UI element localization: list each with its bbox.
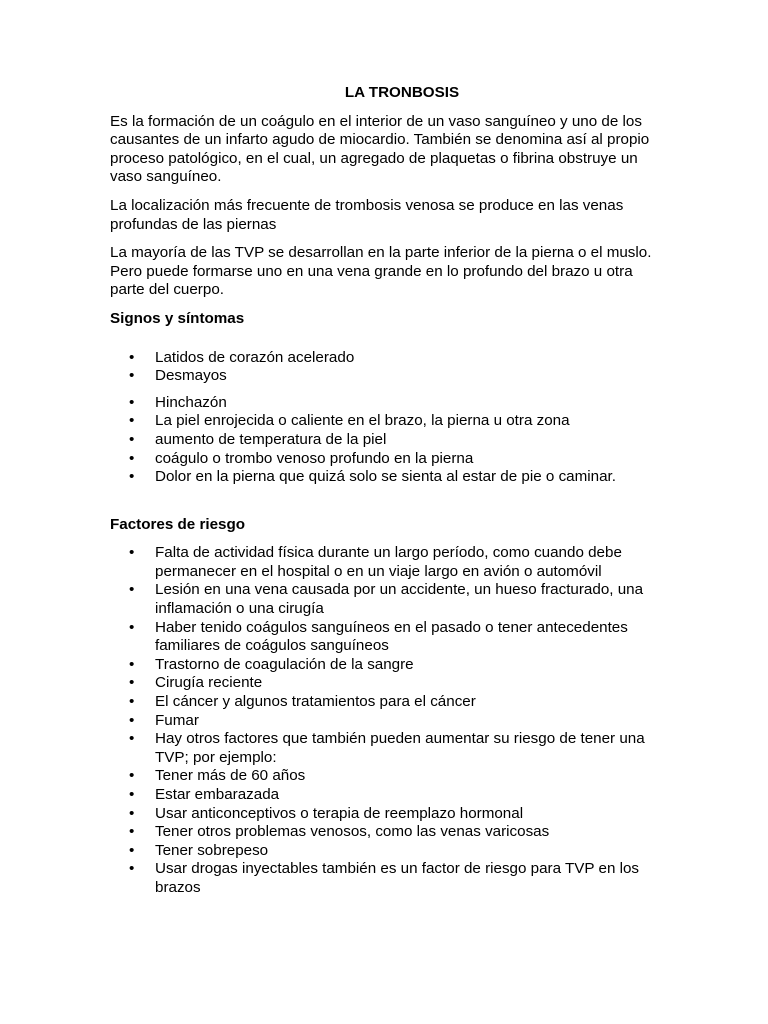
signos-heading: Signos y síntomas	[110, 309, 245, 327]
list-item: • Cirugía reciente	[110, 674, 670, 693]
list-item: • Estar embarazada	[110, 786, 670, 805]
list-item: • Desmayos	[110, 367, 670, 386]
list-item: • coágulo o trombo venoso profundo en la pierna	[110, 450, 670, 469]
signos-list	[110, 349, 670, 386]
list-item: • Fumar	[110, 712, 670, 731]
list-item: • El cáncer y algunos tratamientos para el cáncer	[110, 693, 670, 712]
list-item: • Haber tenido coágulos sanguíneos en el pasado o tener antecedentes familiares de coágulos sanguíneos	[110, 619, 670, 656]
list-item: • Dolor en la pierna que quizá solo se sienta al estar de pie o caminar.	[110, 468, 670, 487]
location-paragraph: La localización más frecuente de trombosis venosa se produce en las venas profundas de las piernas	[110, 196, 624, 233]
list-item: • Usar anticonceptivos o terapia de reemplazo hormonal	[110, 805, 670, 824]
list-item: • Usar drogas inyectables también es un factor de riesgo para TVP en los brazos	[110, 860, 670, 897]
list-item: • Hay otros factores que también pueden aumentar su riesgo de tener una TVP; por ejemplo:	[110, 730, 670, 767]
document-page	[110, 84, 670, 898]
list-item: • Trastorno de coagulación de la sangre	[110, 656, 670, 675]
list-item: • Falta de actividad física durante un largo período, como cuando debe permanecer en el hospital o en un viaje largo en avión o automóvil	[110, 544, 670, 581]
list-item: • Latidos de corazón acelerado	[110, 349, 670, 368]
list-item: • aumento de temperatura de la piel	[110, 431, 670, 450]
factores-list	[110, 544, 670, 897]
intro-paragraph: Es la formación de un coágulo en el interior de un vaso sanguíneo y uno de los causantes de un infarto agudo de miocardio. También se denomina así al propio proceso patológico, en el cual, un agregado de plaquetas o fibrina obstruye un vaso sanguíneo.	[110, 112, 650, 186]
list-item: • Lesión en una vena causada por un accidente, un hueso fracturado, una inflamación o una cirugía	[110, 581, 670, 618]
list-item: • Hinchazón	[110, 394, 670, 413]
document-title: LA TRONBOSIS	[344, 84, 460, 101]
list-item: • Tener sobrepeso	[110, 842, 670, 861]
signos-list	[110, 394, 670, 487]
list-item: • Tener otros problemas venosos, como las venas varicosas	[110, 823, 670, 842]
factores-heading: Factores de riesgo	[110, 515, 246, 533]
list-item: • La piel enrojecida o caliente en el brazo, la pierna u otra zona	[110, 412, 670, 431]
tvp-paragraph: La mayoría de las TVP se desarrollan en la parte inferior de la pierna o el muslo. Pero puede formarse uno en una vena grande en lo profundo del brazo u otra parte del cuerpo.	[110, 244, 652, 299]
list-item: • Tener más de 60 años	[110, 767, 670, 786]
